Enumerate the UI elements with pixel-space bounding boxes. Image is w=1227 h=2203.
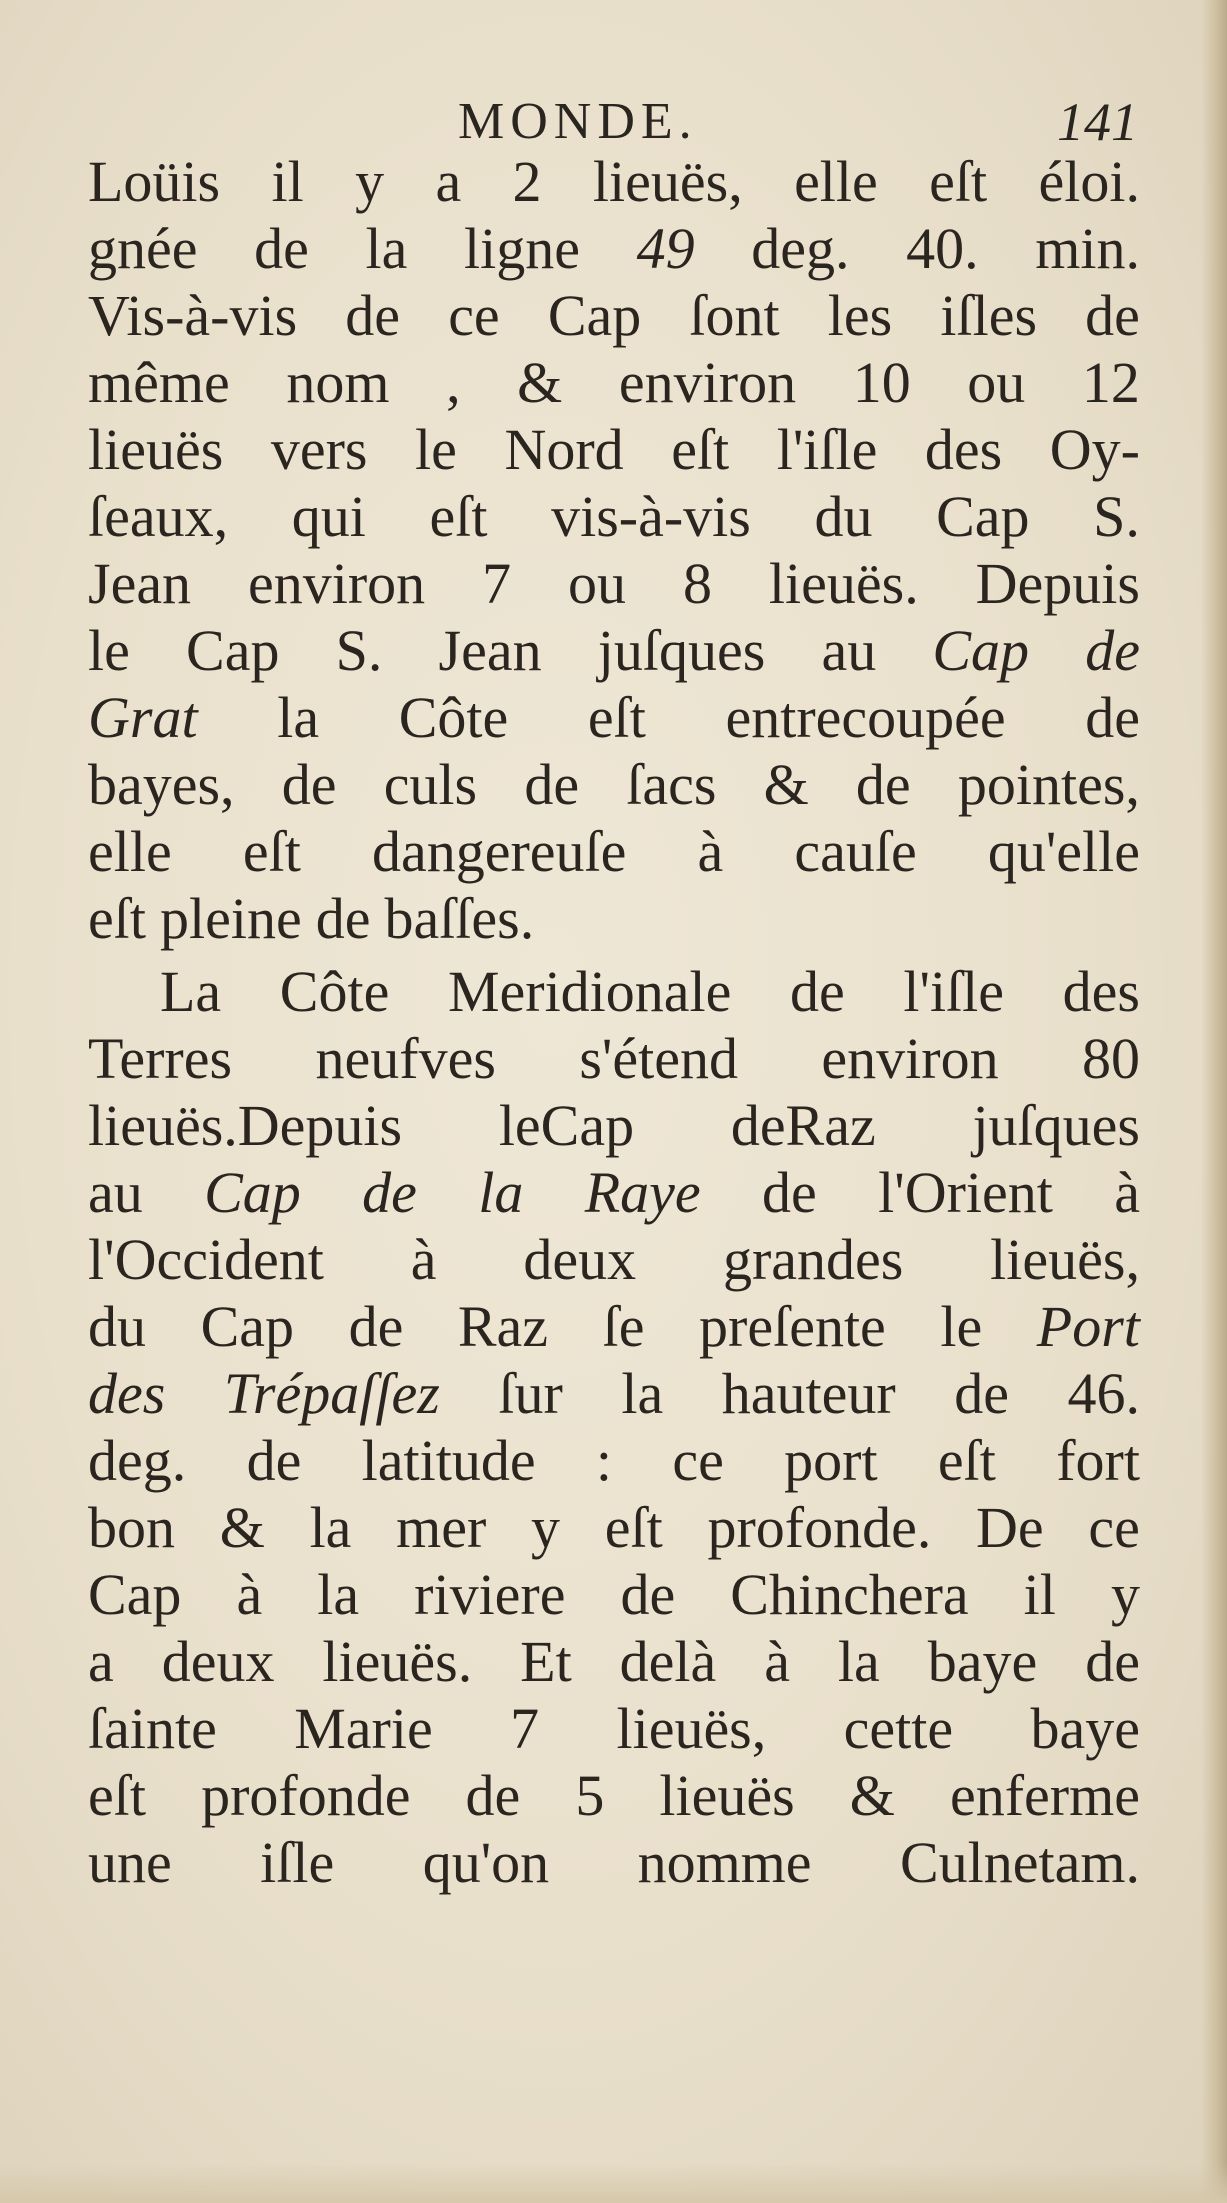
word: Jean — [438, 618, 542, 683]
word: neufves — [315, 1026, 496, 1091]
word: Terres — [88, 1026, 233, 1091]
word: de — [855, 752, 911, 817]
text-line — [88, 349, 1140, 416]
word: ce — [1088, 1495, 1140, 1560]
word: la — [621, 1361, 664, 1426]
word: les — [827, 283, 893, 348]
word: Cap — [88, 1562, 182, 1627]
word: deux — [523, 1227, 637, 1292]
word: lieuës, — [990, 1227, 1140, 1292]
paragraph — [88, 958, 1140, 1896]
word: de — [348, 1294, 404, 1359]
text-line — [88, 1494, 1140, 1561]
word: culs — [383, 752, 478, 817]
word: à — [236, 1562, 263, 1627]
running-head-title: MONDE. — [458, 93, 698, 150]
page-bottom-shadow — [0, 2163, 1227, 2203]
word: Nord — [504, 417, 624, 482]
word: ſe — [602, 1294, 645, 1359]
word: elle — [88, 819, 172, 884]
text-line — [88, 282, 1140, 349]
word: des — [924, 417, 1003, 482]
word: 40. — [906, 216, 979, 281]
word: eſt — [929, 149, 988, 214]
word: au — [88, 1160, 143, 1225]
word: iſle — [260, 1830, 335, 1895]
word: pointes, — [957, 752, 1140, 817]
word: bayes, — [88, 752, 235, 817]
word: qu'elle — [987, 819, 1140, 884]
word: S. — [1093, 484, 1140, 549]
word: profonde — [201, 1763, 411, 1828]
word: mer — [396, 1495, 487, 1560]
text-line — [88, 1762, 1140, 1829]
word: du — [814, 484, 873, 549]
word: deg. — [751, 216, 850, 281]
word: a — [435, 149, 462, 214]
word: ſur — [498, 1361, 563, 1426]
word: La — [160, 959, 222, 1024]
text-line — [88, 1427, 1140, 1494]
word: 5 — [575, 1763, 605, 1828]
word: profonde. — [707, 1495, 932, 1560]
word: de — [790, 959, 845, 1024]
word: Marie — [294, 1696, 433, 1761]
word: ou — [967, 350, 1026, 415]
word: elle — [794, 149, 878, 214]
word: baye — [1030, 1696, 1140, 1761]
word: il — [271, 149, 304, 214]
word: ce — [448, 283, 500, 348]
word: le — [415, 417, 457, 482]
word: lieuës, — [616, 1696, 767, 1761]
word: & — [219, 1495, 265, 1560]
text-line — [88, 684, 1140, 751]
word: gnée — [88, 216, 198, 281]
text-line — [88, 818, 1140, 885]
word: ligne — [463, 216, 580, 281]
word: deg. — [88, 1428, 187, 1493]
word: s'étend — [579, 1026, 738, 1091]
word: au — [821, 618, 877, 683]
text-line — [88, 550, 1140, 617]
word: 80 — [1082, 1026, 1140, 1091]
word: 49 — [636, 216, 695, 281]
word: delà — [619, 1629, 717, 1694]
word: Culnetam. — [899, 1830, 1140, 1895]
text-line — [88, 483, 1140, 550]
word: l'Occident — [88, 1227, 324, 1292]
word: Raz — [457, 1294, 549, 1359]
word: Cap — [200, 1294, 294, 1359]
word: de — [1085, 685, 1140, 750]
word: lieuës. — [768, 551, 919, 616]
word: S. — [335, 618, 383, 683]
word: de — [345, 283, 401, 348]
word: la — [365, 216, 408, 281]
text-line — [88, 1628, 1140, 1695]
word: Côte — [279, 959, 390, 1024]
word: min. — [1035, 216, 1140, 281]
word: cauſe — [794, 819, 917, 884]
word: nomme — [637, 1830, 812, 1895]
word: de — [620, 1562, 676, 1627]
page-edge-shadow — [1201, 0, 1227, 2203]
word: Raye — [584, 1160, 701, 1225]
word: Cap — [186, 618, 280, 683]
word: ce — [672, 1428, 724, 1493]
word: de — [254, 216, 309, 281]
word: eſt — [242, 819, 301, 884]
word: de — [465, 1763, 521, 1828]
text-line — [88, 148, 1140, 215]
word: de — [1085, 1629, 1140, 1694]
word: 12 — [1081, 350, 1140, 415]
word: a — [88, 1629, 114, 1694]
word: vis-à-vis — [551, 484, 751, 549]
word: deRaz — [730, 1093, 876, 1158]
word: Vis-à-vis — [88, 283, 298, 348]
word: environ — [618, 350, 797, 415]
word: grandes — [722, 1227, 904, 1292]
word: preſente — [699, 1294, 886, 1359]
word: baye — [927, 1629, 1038, 1694]
word: & — [849, 1763, 895, 1828]
word: iſles — [940, 283, 1038, 348]
word: du — [88, 1294, 146, 1359]
paragraph — [88, 148, 1140, 952]
word: eſt — [88, 1763, 146, 1828]
running-head — [88, 92, 1138, 152]
word: eſt — [429, 484, 488, 549]
word: 46. — [1067, 1361, 1140, 1426]
word: la — [478, 1160, 524, 1225]
word: lieuës. — [322, 1629, 473, 1694]
word: pleine — [159, 886, 302, 951]
text-line — [88, 885, 1140, 952]
word: la — [277, 685, 320, 750]
word: lieuës — [88, 417, 224, 482]
word: Cap — [936, 484, 1030, 549]
word: eſt — [671, 417, 730, 482]
word: Et — [520, 1629, 572, 1694]
word: 10 — [852, 350, 911, 415]
word: l'iſle — [776, 417, 878, 482]
word: enferme — [950, 1763, 1140, 1828]
word: hauteur — [721, 1361, 896, 1426]
word: de — [1085, 618, 1140, 683]
text-line — [88, 751, 1140, 818]
word: baſſes. — [384, 886, 535, 951]
word: Chinchera — [730, 1562, 969, 1627]
word: lieuës, — [592, 149, 743, 214]
text-line — [88, 958, 1140, 1025]
text-line — [88, 1695, 1140, 1762]
word: de — [1085, 283, 1140, 348]
word: Loüis — [88, 149, 221, 214]
word: bon — [88, 1495, 175, 1560]
word: 7 — [482, 551, 512, 616]
word: nom — [286, 350, 390, 415]
word: leCap — [498, 1093, 635, 1158]
word: & — [517, 350, 563, 415]
word: deux — [161, 1629, 275, 1694]
word: y — [355, 149, 385, 214]
word: des — [88, 1361, 166, 1426]
word: l'iſle — [903, 959, 1005, 1024]
word: eſt — [604, 1495, 663, 1560]
word: lieuës.Depuis — [88, 1093, 403, 1158]
word: juſques — [597, 618, 766, 683]
word: à — [697, 819, 724, 884]
text-line — [88, 1561, 1140, 1628]
word: de — [762, 1160, 817, 1225]
word: 8 — [682, 551, 712, 616]
word: Oy- — [1049, 417, 1140, 482]
word: la — [317, 1562, 360, 1627]
word: lieuës — [659, 1763, 795, 1828]
word: cette — [843, 1696, 954, 1761]
text-line — [88, 1226, 1140, 1293]
word: même — [88, 350, 230, 415]
word: port — [784, 1428, 878, 1493]
word: éloi. — [1038, 149, 1140, 214]
word: de — [246, 1428, 302, 1493]
word: vers — [270, 417, 368, 482]
word: Meridionale — [447, 959, 732, 1024]
text-line — [88, 1092, 1140, 1159]
word: à — [410, 1227, 437, 1292]
text-line — [88, 416, 1140, 483]
word: l'Orient — [878, 1160, 1053, 1225]
word: ſont — [689, 283, 780, 348]
word: de — [362, 1160, 417, 1225]
word: : — [595, 1428, 613, 1493]
word: , — [446, 350, 461, 415]
text-line — [88, 215, 1140, 282]
word: 2 — [512, 149, 542, 214]
word: Cap — [932, 618, 1030, 683]
word: riviere — [414, 1562, 566, 1627]
word: de — [315, 886, 371, 951]
text-line — [88, 617, 1140, 684]
word: ſacs — [626, 752, 717, 817]
word: y — [1110, 1562, 1140, 1627]
text-line — [88, 1025, 1140, 1092]
word: il — [1023, 1562, 1056, 1627]
word: environ — [821, 1026, 999, 1091]
word: le — [88, 618, 130, 683]
word: latitude — [361, 1428, 536, 1493]
word: ſainte — [88, 1696, 217, 1761]
word: 7 — [510, 1696, 540, 1761]
text-line — [88, 1293, 1140, 1360]
word: de — [281, 752, 337, 817]
word: Port — [1036, 1294, 1140, 1359]
word: Jean — [88, 551, 192, 616]
page-number: 141 — [1057, 92, 1138, 152]
word: eſt — [88, 886, 146, 951]
word: qui — [291, 484, 366, 549]
word: environ — [248, 551, 426, 616]
word: Cap — [547, 283, 642, 348]
word: à — [764, 1629, 790, 1694]
word: dangereuſe — [371, 819, 627, 884]
body-text — [88, 148, 1140, 1896]
word: y — [531, 1495, 561, 1560]
word: à — [1114, 1160, 1140, 1225]
word: Trépaſſez — [223, 1361, 440, 1426]
word: de — [954, 1361, 1009, 1426]
text-line — [88, 1360, 1140, 1427]
word: entrecoupée — [725, 685, 1006, 750]
word: la — [837, 1629, 880, 1694]
word: eſt — [587, 685, 646, 750]
word: eſt — [937, 1428, 996, 1493]
word: fort — [1056, 1428, 1140, 1493]
text-line — [88, 1829, 1140, 1896]
word: qu'on — [422, 1830, 550, 1895]
word: ſeaux, — [88, 484, 229, 549]
word: Côte — [398, 685, 509, 750]
word: ou — [568, 551, 627, 616]
word: & — [763, 752, 809, 817]
word: de — [524, 752, 580, 817]
word: le — [940, 1294, 983, 1359]
word: juſques — [972, 1093, 1140, 1158]
word: des — [1062, 959, 1140, 1024]
word: Cap — [204, 1160, 301, 1225]
word: De — [976, 1495, 1044, 1560]
text-line — [88, 1159, 1140, 1226]
word: une — [88, 1830, 172, 1895]
word: Grat — [88, 685, 198, 750]
word: Depuis — [975, 551, 1140, 616]
word: la — [309, 1495, 352, 1560]
